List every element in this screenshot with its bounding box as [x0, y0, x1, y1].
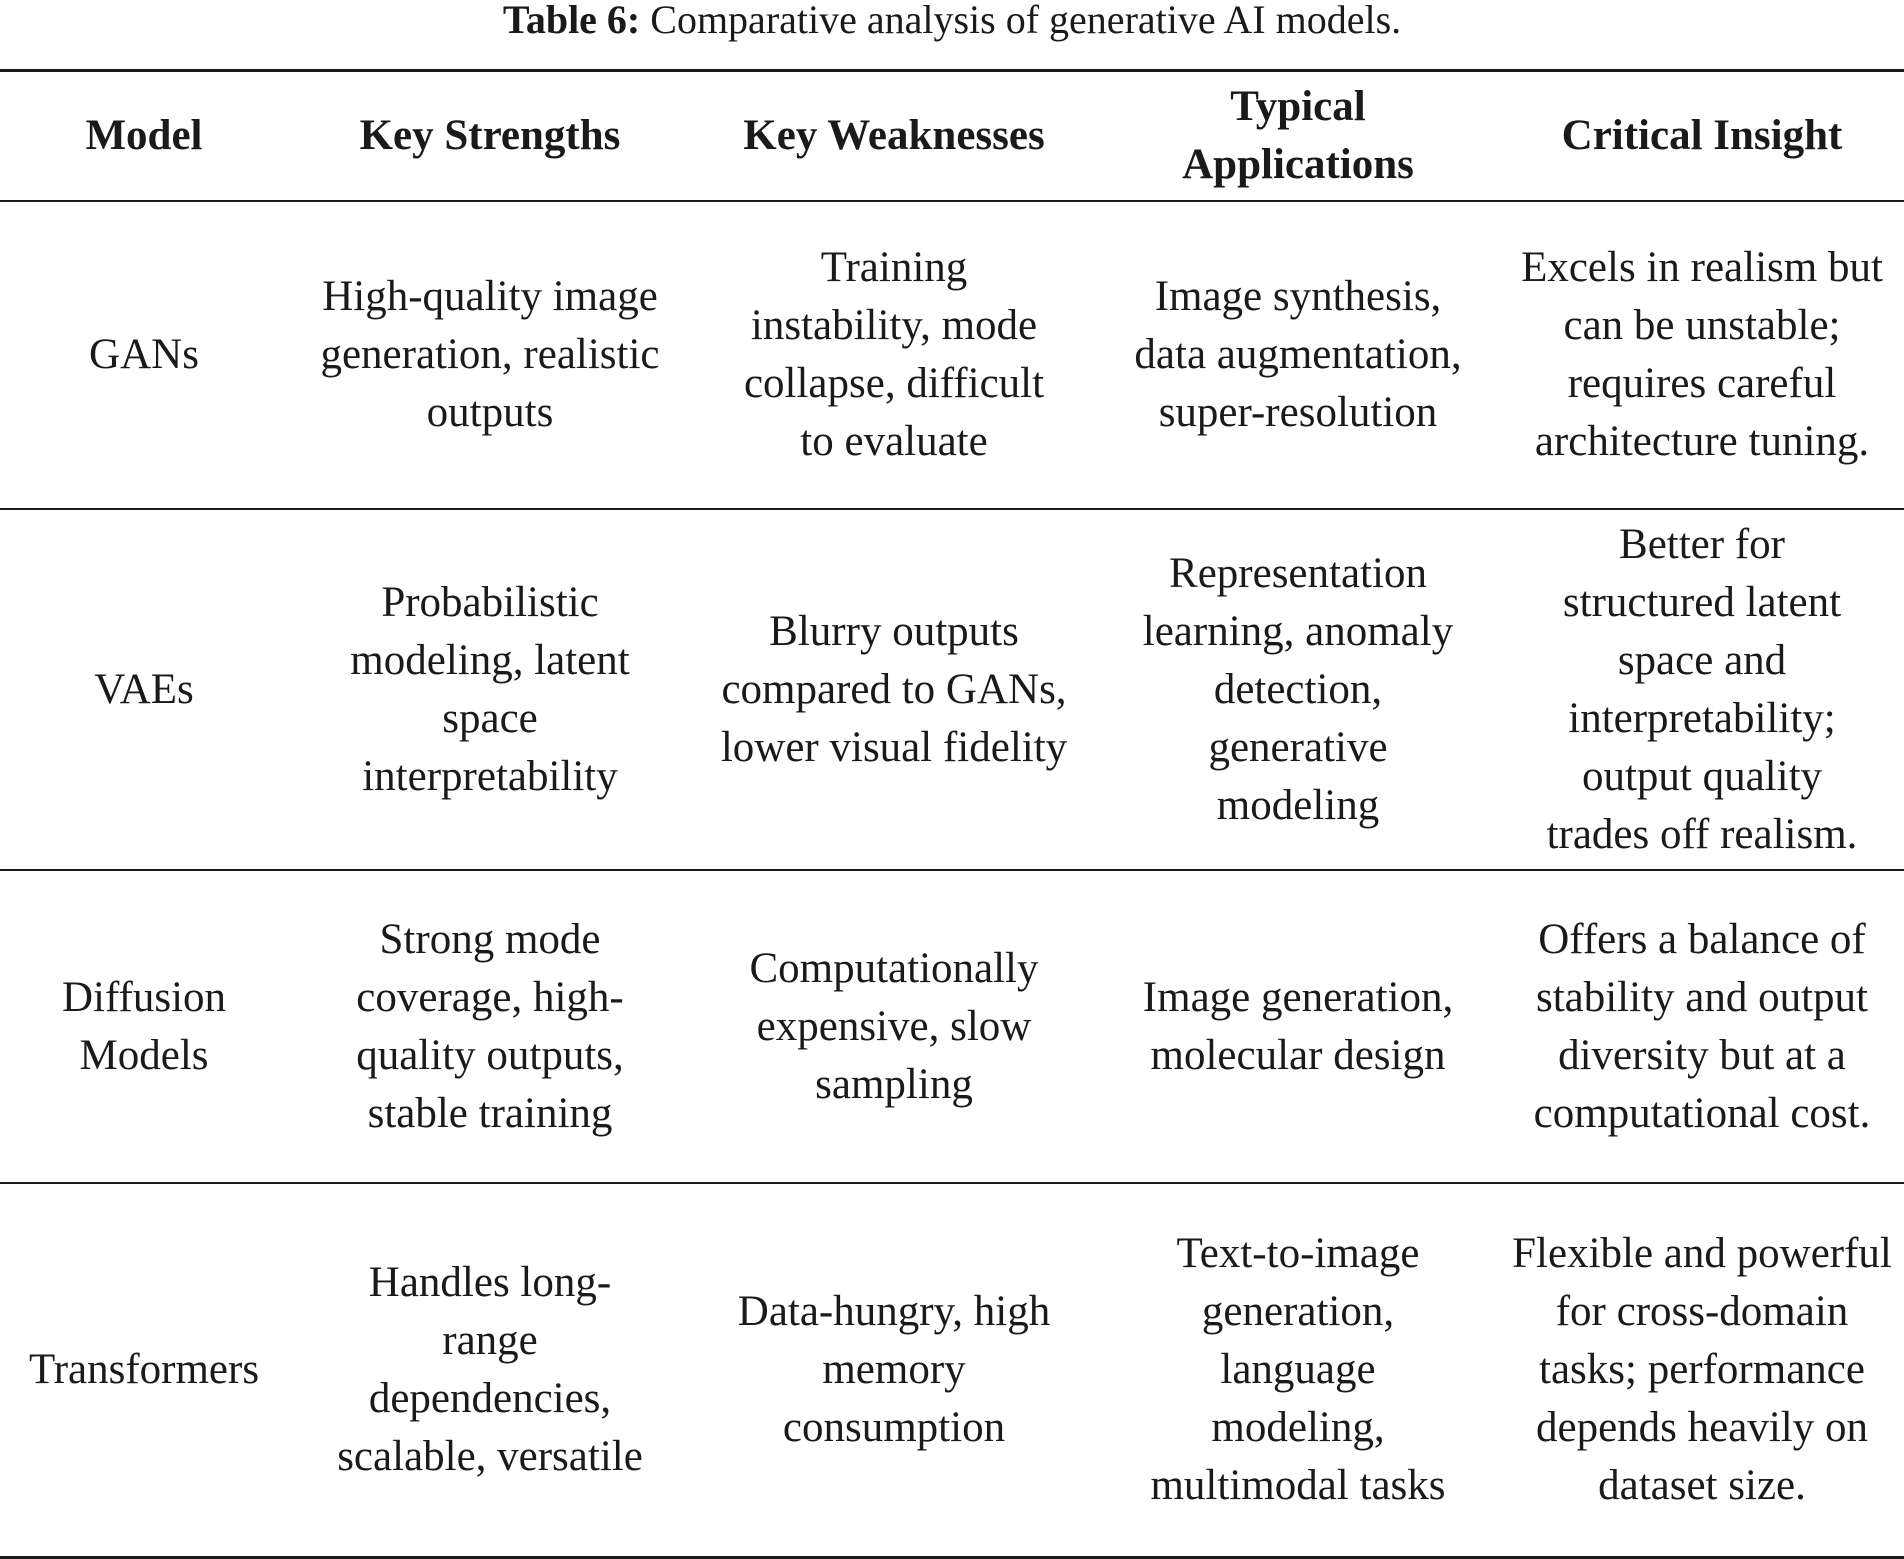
- cell-applications: Text-to-image generation, language modeling, multimodal tasks: [1150, 1230, 1446, 1509]
- cell-weaknesses: Training instability, mode collapse, difficult to evaluate: [743, 244, 1045, 465]
- cell-strengths: Probabilistic modeling, latent space interpretability: [350, 578, 630, 800]
- header-key-weaknesses: Key Weaknesses: [743, 112, 1045, 159]
- cell-insight: Better for structured latent space and interpretability; output quality trades off realism.: [1546, 520, 1858, 858]
- header-key-strengths: Key Strengths: [359, 112, 621, 159]
- cell-weaknesses: Computationally expensive, slow sampling: [749, 944, 1039, 1108]
- cell-strengths: Strong mode coverage, high-quality outputs, stable training: [356, 915, 624, 1137]
- cell-insight: Excels in realism but can be unstable; requires careful architecture tuning.: [1521, 244, 1883, 465]
- table-row-vaes: [0, 509, 1904, 870]
- table-caption-text: Comparative analysis of generative AI models.: [640, 0, 1402, 42]
- table-caption: [0, 0, 1904, 40]
- cell-model: VAEs: [94, 665, 194, 713]
- cell-weaknesses: Data-hungry, high memory consumption: [737, 1288, 1051, 1451]
- cell-model: Transformers: [28, 1346, 260, 1393]
- header-critical-insight: Critical Insight: [1561, 112, 1843, 159]
- cell-weaknesses: Blurry outputs compared to GANs, lower visual fidelity: [720, 607, 1068, 771]
- cell-applications: Image generation, molecular design: [1142, 973, 1454, 1079]
- cell-insight: Offers a balance of stability and output diversity but at a computational cost.: [1533, 915, 1871, 1137]
- cell-strengths: High-quality image generation, realistic outputs: [320, 273, 660, 436]
- cell-model: Diffusion Models: [61, 973, 227, 1079]
- cell-strengths: Handles long-range dependencies, scalable, versatile: [337, 1259, 643, 1480]
- header-typical-applications: Typical Applications: [1182, 83, 1414, 188]
- cell-insight: Flexible and powerful for cross-domain tasks; performance depends heavily on dataset size.: [1512, 1230, 1892, 1509]
- comparison-table: [0, 69, 1904, 1559]
- table-row-diffusion-models: [0, 870, 1904, 1183]
- table-row-transformers: [0, 1183, 1904, 1558]
- cell-applications: Image synthesis, data augmentation, super-resolution: [1134, 273, 1462, 436]
- table-header-row: [0, 71, 1904, 202]
- table-row-gans: [0, 201, 1904, 509]
- table-caption-label: Table 6:: [502, 0, 641, 42]
- header-model: Model: [85, 112, 203, 159]
- cell-model: GANs: [89, 331, 199, 378]
- cell-applications: Representation learning, anomaly detection, generative modeling: [1142, 549, 1454, 829]
